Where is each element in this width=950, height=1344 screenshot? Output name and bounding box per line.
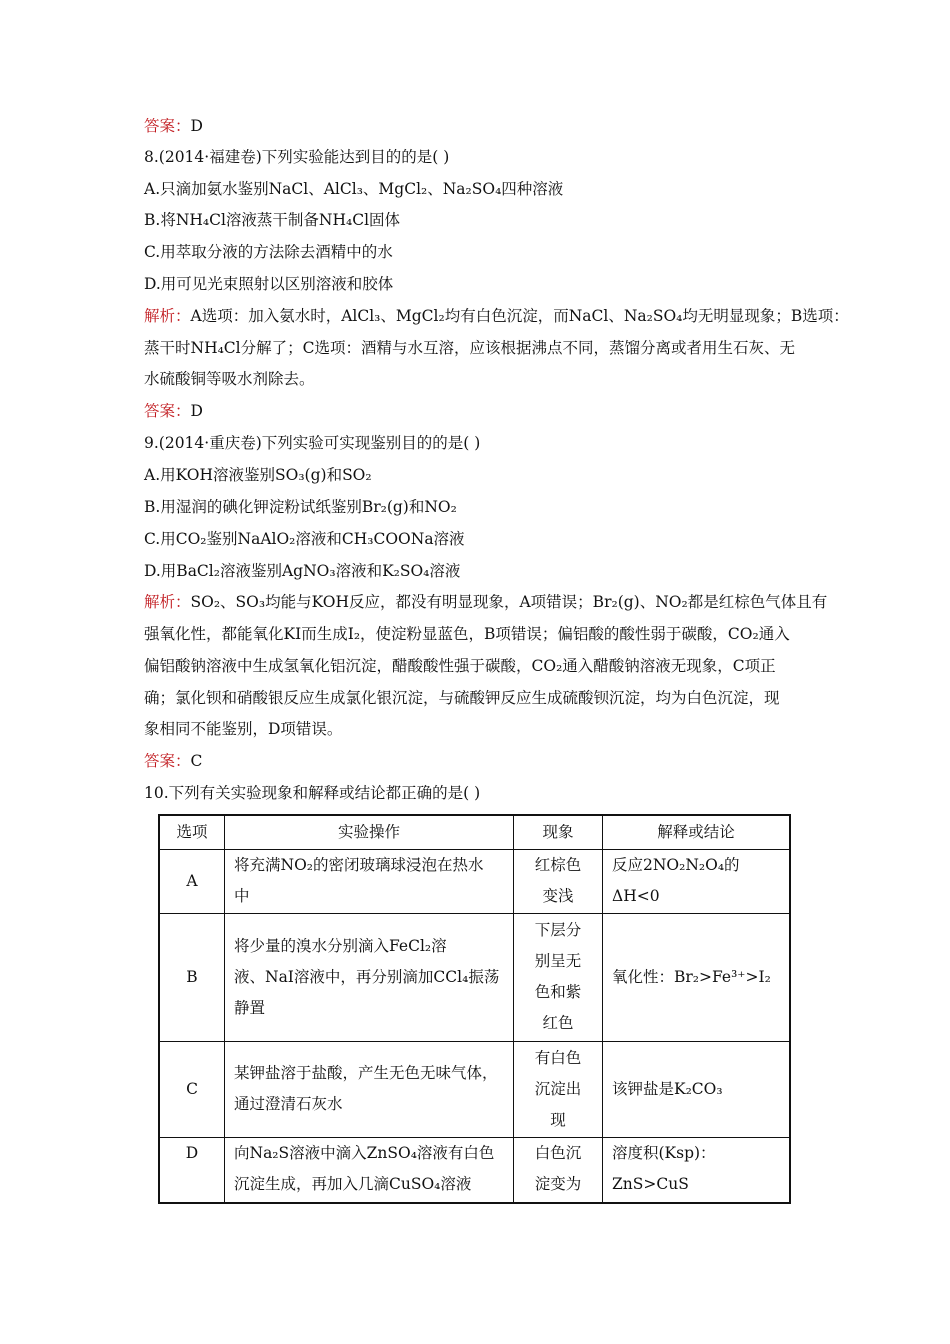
q8-answer-line — [144, 401, 203, 421]
analysis-text: A选项：加入氨水时，AlCl₃、MgCl₂均有白色沉淀，而NaCl、Na₂SO₄均无明显现象；B选项： — [190, 307, 849, 325]
phenomenon-line: 下层分 — [534, 921, 582, 939]
option-cell: A — [159, 849, 225, 913]
phenomenon-line: 红棕色 — [534, 856, 582, 874]
analysis-label: 解析： — [144, 593, 191, 611]
answer-label: 答案： — [144, 117, 191, 135]
operation-line: 某钾盐溶于盐酸，产生无色无味气体， — [234, 1064, 498, 1082]
phenomenon-cell — [514, 1041, 603, 1137]
conclusion-cell: 反应2NO₂N₂O₄的ΔH<0 — [603, 849, 791, 913]
operation-line: 通过澄清石灰水 — [234, 1095, 343, 1113]
phenomenon-cell — [514, 1137, 603, 1203]
conclusion-cell: 该钾盐是K₂CO₃ — [603, 1041, 791, 1137]
q9-analysis-line-3: 偏铝酸钠溶液中生成氢氧化铝沉淀，醋酸酸性强于碳酸，CO₂通入醋酸钠溶液无现象，C项正 — [144, 657, 776, 675]
operation-cell — [225, 913, 514, 1041]
q10-table — [158, 814, 791, 1204]
q8-option-d: D.用可见光束照射以区别溶液和胶体 — [144, 275, 394, 293]
table-row — [159, 913, 790, 1041]
phenomenon-line: 别呈无 — [534, 952, 582, 970]
phenomenon-line: 有白色 — [534, 1048, 582, 1067]
q9-option-a: A.用KOH溶液鉴别SO₃(g)和SO₂ — [144, 466, 372, 484]
phenomenon-cell — [514, 913, 603, 1041]
header-cell: 现象 — [514, 815, 603, 849]
phenomenon-line: 红色 — [542, 1014, 574, 1032]
q9-option-c: C.用CO₂鉴别NaAlO₂溶液和CH₃COONa溶液 — [144, 530, 465, 548]
header-cell: 实验操作 — [225, 815, 514, 849]
phenomenon-line: 白色沉 — [534, 1143, 582, 1162]
q8-analysis-line-1 — [144, 306, 849, 326]
operation-cell — [225, 1137, 514, 1203]
table-row — [159, 849, 790, 913]
answer-value: D — [190, 402, 203, 420]
q8-analysis-line-3: 水硫酸铜等吸水剂除去。 — [144, 370, 315, 388]
option-cell: D — [159, 1137, 225, 1203]
phenomenon-line: 色和紫 — [534, 983, 582, 1001]
table-row — [159, 1137, 790, 1203]
q7-answer-line — [144, 116, 203, 136]
q8-analysis-line-2: 蒸干时NH₄Cl分解了；C选项：酒精与水互溶，应该根据沸点不同，蒸馏分离或者用生石灰、无 — [144, 339, 795, 357]
q8-option-c: C.用萃取分液的方法除去酒精中的水 — [144, 243, 393, 261]
operation-line: 沉淀生成，再加入几滴CuSO₄溶液 — [234, 1174, 472, 1193]
answer-value: D — [190, 117, 203, 135]
q9-analysis-line-1 — [144, 592, 827, 612]
answer-label: 答案： — [144, 402, 191, 420]
operation-line: 将少量的溴水分别滴入FeCl₂溶 — [234, 936, 447, 955]
phenomenon-line: 淀变为 — [534, 1174, 582, 1193]
operation-line: 将充满NO₂的密闭玻璃球浸泡在热水 — [234, 856, 484, 874]
q8-option-a: A.只滴加氨水鉴别NaCl、AlCl₃、MgCl₂、Na₂SO₄四种溶液 — [144, 180, 564, 198]
q9-stem: 9.(2014·重庆卷)下列实验可实现鉴别目的的是( ) — [144, 434, 481, 452]
header-cell: 选项 — [159, 815, 225, 849]
operation-line: 中 — [234, 887, 250, 905]
analysis-label: 解析： — [144, 307, 191, 325]
q9-option-b: B.用湿润的碘化钾淀粉试纸鉴别Br₂(g)和NO₂ — [144, 498, 457, 516]
phenomenon-line: 沉淀出 — [534, 1079, 582, 1098]
phenomenon-line: 现 — [550, 1110, 566, 1129]
q8-stem: 8.(2014·福建卷)下列实验能达到目的的是( ) — [144, 148, 450, 166]
phenomenon-cell — [514, 849, 603, 913]
operation-line: 向Na₂S溶液中滴入ZnSO₄溶液有白色 — [234, 1143, 495, 1162]
q9-analysis-line-2: 强氧化性，都能氧化KI而生成I₂，使淀粉显蓝色，B项错误；偏铝酸的酸性弱于碳酸，CO₂通入 — [144, 625, 790, 643]
conclusion-cell: 氧化性：Br₂>Fe³⁺>I₂ — [603, 913, 791, 1041]
operation-line: 静置 — [234, 998, 266, 1017]
option-cell: C — [159, 1041, 225, 1137]
header-cell: 解释或结论 — [603, 815, 791, 849]
q9-answer-line — [144, 751, 202, 771]
answer-label: 答案： — [144, 752, 191, 770]
operation-cell — [225, 1041, 514, 1137]
q8-option-b: B.将NH₄Cl溶液蒸干制备NH₄Cl固体 — [144, 211, 401, 229]
answer-value: C — [190, 752, 203, 770]
phenomenon-line: 变浅 — [542, 887, 574, 905]
operation-cell — [225, 849, 514, 913]
analysis-text: SO₂、SO₃均能与KOH反应，都没有明显现象，A项错误；Br₂(g)、NO₂都是红棕色气体且有 — [190, 593, 828, 611]
q9-option-d: D.用BaCl₂溶液鉴别AgNO₃溶液和K₂SO₄溶液 — [144, 562, 461, 580]
q9-analysis-line-5: 象相同不能鉴别，D项错误。 — [144, 720, 343, 738]
q10-stem: 10.下列有关实验现象和解释或结论都正确的是( ) — [144, 784, 481, 802]
operation-line: 液、NaI溶液中，再分别滴加CCl₄振荡 — [234, 967, 500, 986]
conclusion-cell: 溶度积(Ksp)：ZnS>CuS — [603, 1137, 791, 1203]
table-header-row — [159, 815, 790, 849]
table-row — [159, 1041, 790, 1137]
option-cell: B — [159, 913, 225, 1041]
q9-analysis-line-4: 确；氯化钡和硝酸银反应生成氯化银沉淀，与硫酸钾反应生成硫酸钡沉淀，均为白色沉淀，现 — [144, 689, 780, 707]
